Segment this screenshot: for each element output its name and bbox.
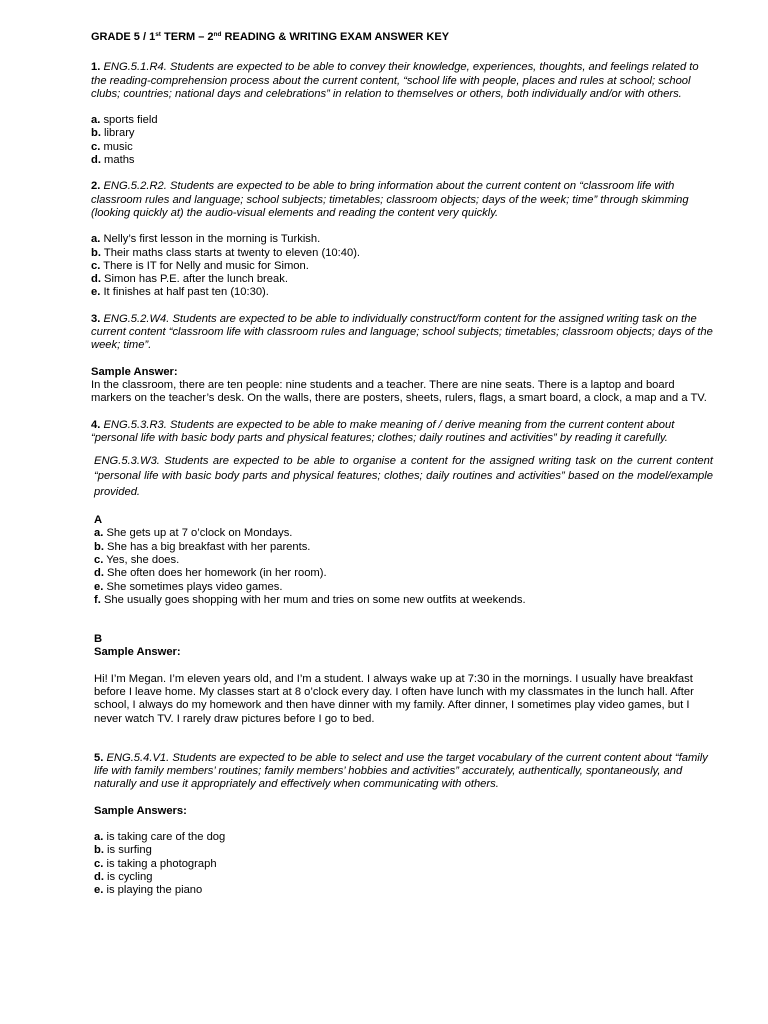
title-text: TERM – 2 [160,31,214,43]
q2-objective [91,180,713,220]
item-text: sports field [100,114,158,127]
item-text: is surfing [103,844,152,857]
list-item [91,127,713,140]
question-number: 2. [91,180,101,193]
objective-text: ENG.5.2.W4. Students are expected to be able to individually construct/form content for the assigned writing task on the current content “classroom life with classroom rules and language; school subjects; timetables; classroom objects; days of the week; time”. [91,312,713,352]
item-letter: e. [94,884,104,897]
item-text: It finishes at half past ten (10:30). [100,286,269,299]
title-superscript: nd [213,31,222,38]
list-item [91,286,713,299]
list-item [94,581,713,594]
item-text: She usually goes shopping with her mum and tries on some new outfits at weekends. [100,593,526,606]
item-letter: d. [94,870,104,883]
q4-writing-objective: ENG.5.3.W3. Students are expected to be able to organise a content for the assigned writing task on the current content “personal life with basic body parts and physical features; clothes; daily routines and activities” based on the model/example provided. [94,455,713,498]
title-superscript: st [155,31,161,38]
item-letter: e. [91,286,101,299]
list-item [94,567,713,580]
item-letter: e. [94,580,104,593]
item-text: is taking care of the dog [103,831,226,844]
page-title [91,31,713,44]
item-text: maths [100,154,135,167]
sample-answer-text: In the classroom, there are ten people: nine students and a teacher. There are nine seats. There is a laptop and board markers on the teacher’s desk. On the walls, there are posters, sheets, rulers, flags, a smart board, a clock, a map and a TV. [91,378,707,405]
list-item [94,554,713,567]
item-letter: b. [91,246,101,259]
sample-answer-label: Sample Answer: [94,646,181,659]
item-text: Simon has P.E. after the lunch break. [100,273,288,286]
title-text: READING & WRITING EXAM ANSWER KEY [221,31,450,43]
item-text: She often does her homework (in her room). [103,567,327,580]
question-number: 4. [91,418,101,431]
list-item [94,594,713,607]
item-text: Nelly’s first lesson in the morning is Turkish. [100,233,321,246]
q1-answer-list [91,114,713,167]
objective-text: ENG.5.2.R2. Students are expected to be able to bring information about the current content on “classroom life with classroom rules and language; school subjects; timetables; classroom objects; days of the week; time” through skimming (looking quickly at) the audio-visual elements and reading the content very quickly. [91,180,689,219]
objective-text: ENG.5.1.R4. Students are expected to be able to convey their knowledge, experiences, thoughts, and feelings related to the reading-comprehension process about the current content, “school life with people, places and rules at school; school clubs; countries; national days and celebrations” in relation to themselves or others, both individually and/or with others. [91,61,699,100]
list-item [91,114,713,127]
question-number: 3. [91,312,101,325]
list-item [94,541,713,554]
item-text: She has a big breakfast with her parents. [103,540,311,553]
item-letter: c. [91,259,101,272]
sample-answer-label: Sample Answer: [91,365,178,378]
item-letter: a. [91,233,101,246]
part-a-label: A [94,514,103,527]
item-letter: d. [91,154,101,167]
item-letter: b. [94,844,104,857]
q3-objective [91,313,713,353]
q5-answer-list [94,831,713,897]
item-text: Yes, she does. [103,553,180,566]
list-item [91,154,713,167]
item-letter: a. [91,114,101,127]
list-item [94,858,713,871]
item-letter: a. [94,831,104,844]
part-b-label: B [94,633,103,646]
sample-answers-label: Sample Answers: [94,804,187,817]
item-letter: f. [94,593,101,606]
q1-objective [91,61,713,101]
title-text: GRADE 5 / 1 [91,31,156,43]
item-text: library [100,127,135,140]
question-number: 1. [91,61,101,74]
item-text: Their maths class starts at twenty to eleven (10:40). [100,246,361,259]
answer-key-page [91,31,713,898]
question-number: 5. [94,751,104,764]
list-item [91,233,713,246]
item-letter: b. [91,127,101,140]
q4-answer-list [94,527,713,607]
list-item [94,884,713,897]
objective-text: ENG.5.4.V1. Students are expected to be able to select and use the target vocabulary of the current content about “family life with family members’ routines; family members’ hobbies and activities” accurately, authentically, spontaneously, and naturally and use it appropriately and effectively when communicating with others. [94,751,708,791]
item-letter: c. [91,140,101,153]
list-item [94,871,713,884]
item-letter: c. [94,857,104,870]
q5-objective [94,752,713,792]
objective-text: ENG.5.3.R3. Students are expected to be able to make meaning of / derive meaning from the current content about “personal life with basic body parts and physical features; clothes; daily routines and activities” by reading it carefully. [91,418,675,444]
item-text: is taking a photograph [103,857,217,870]
item-letter: d. [91,273,101,286]
item-letter: c. [94,553,104,566]
sample-answer-text: Hi! I’m Megan. I’m eleven years old, and I’m a student. I always wake up at 7:30 in the mornings. I usually have breakfast before I leave home. My classes start at 8 o’clock every day. I often have lunch with my classmates in the lunch hall. After school, I always do my homework and then have dinner with my family. After dinner, I sometimes play video games, but I never watch TV. I rarely draw pictures before I go to bed. [94,672,694,725]
item-text: music [100,140,133,153]
item-letter: a. [94,527,104,540]
item-letter: b. [94,540,104,553]
item-text: She gets up at 7 o’clock on Mondays. [103,527,293,540]
q2-answer-list [91,233,713,299]
item-text: There is IT for Nelly and music for Simon. [100,259,309,272]
item-text: She sometimes plays video games. [103,580,283,593]
list-item [94,527,713,540]
list-item [91,247,713,260]
list-item [91,273,713,286]
q4-objective [91,419,713,446]
item-text: is cycling [103,870,153,883]
list-item [94,831,713,844]
item-letter: d. [94,567,104,580]
list-item [94,844,713,857]
item-text: is playing the piano [103,884,203,897]
list-item [91,260,713,273]
list-item [91,141,713,154]
